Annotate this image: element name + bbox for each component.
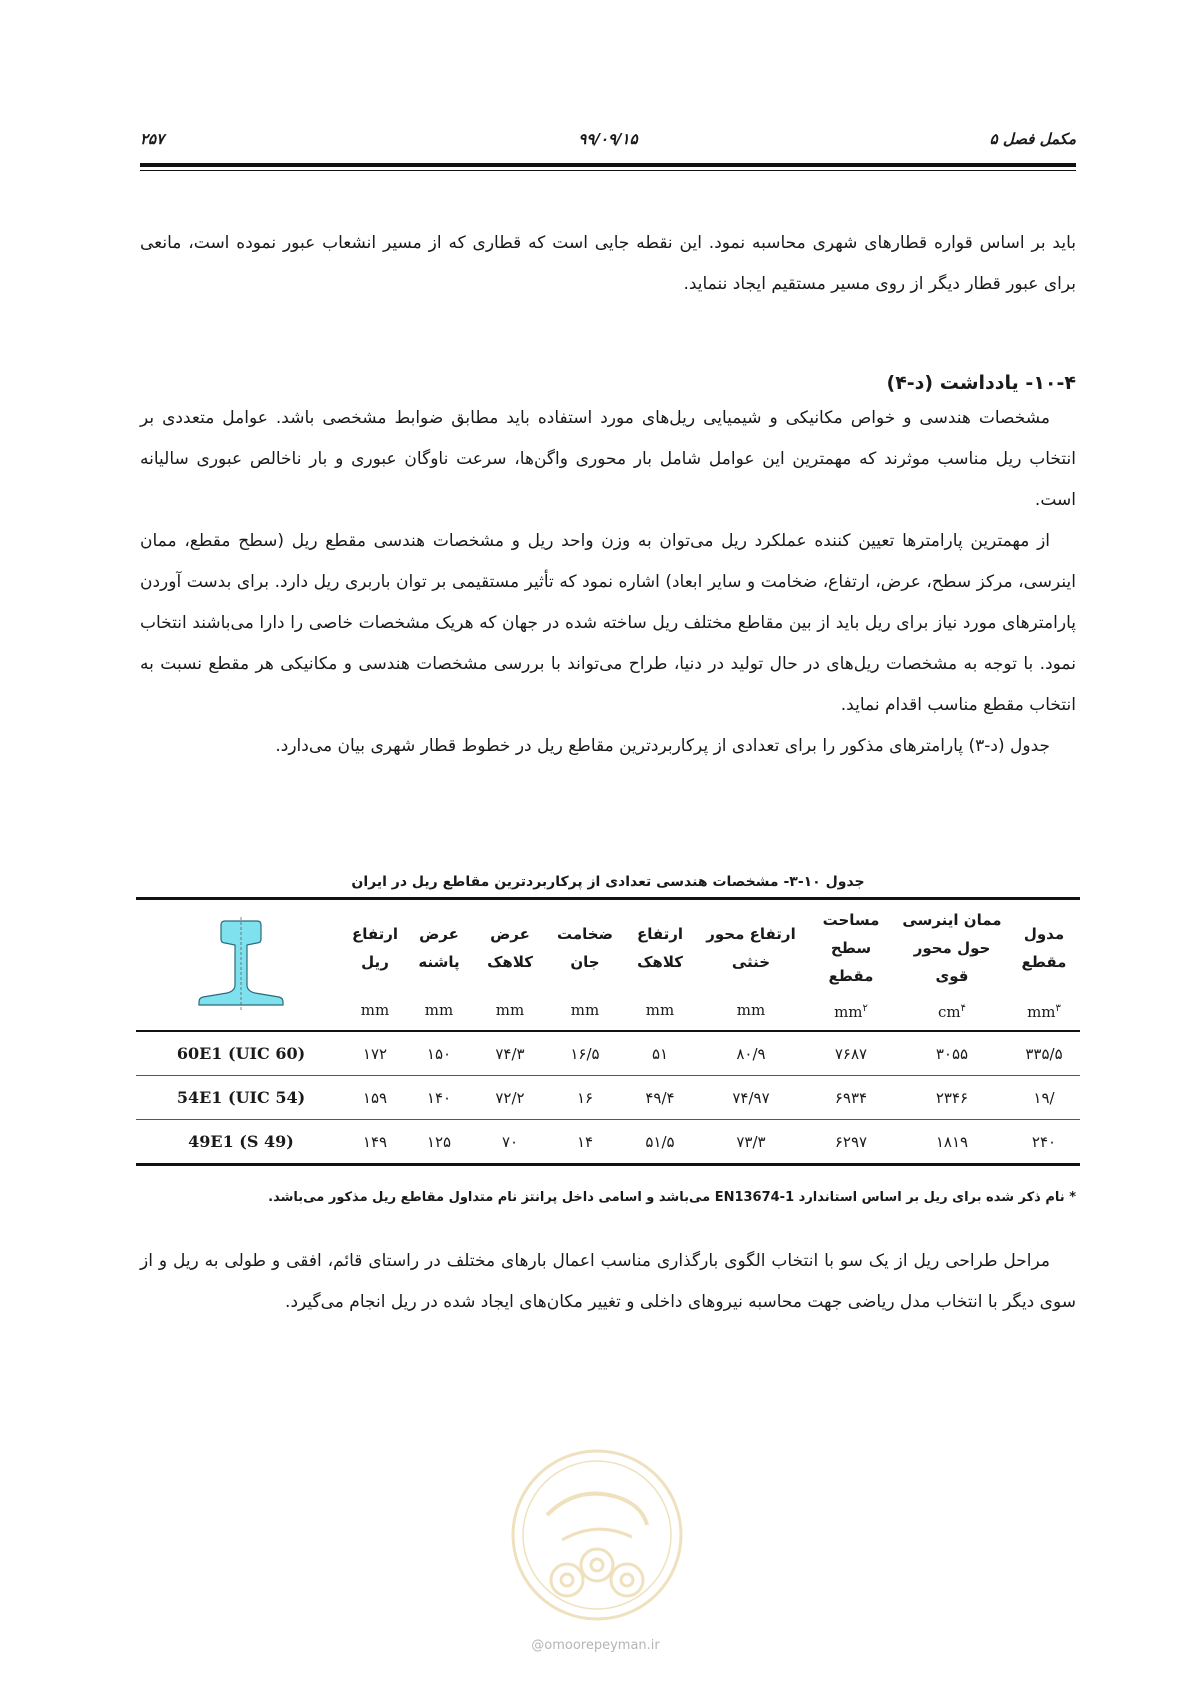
table-cell: ۴۹/۴ [624, 1076, 696, 1120]
rail-name: 54E1 (UIC 54) [136, 1076, 346, 1120]
paragraph-2-text: مشخصات هندسی و خواص مکانیکی و شیمیایی ریل‌های مورد استفاده باید مطابق ضوابط مشخصی باشد. عوامل متعددی بر انتخاب ریل مناسب موثرند که مهمترین این عوامل شامل بار محوری واگن‌ها، سرعت ناوگان عبوری و بار ناخالص عبوری سالیانه است. [140, 408, 1076, 510]
paragraph-5 [140, 1241, 1076, 1323]
paragraph-1 [140, 223, 1076, 305]
header-rule-thick [140, 163, 1076, 167]
table-cell: ۱۵۹ [346, 1076, 404, 1120]
table-cell: ۳۳۵/۵ [1008, 1031, 1080, 1076]
table-cell: ۷۶۸۷ [806, 1031, 896, 1076]
table-footnote: * نام ذکر شده برای ریل بر اساس استاندارد EN13674-1 می‌باشد و اسامی داخل پرانتز نام متداول مقاطع ریل مذکور می‌باشد. [268, 1190, 1076, 1205]
col-header: عرض پاشنه [404, 899, 474, 991]
section-heading: ۱۰-۴- یادداشت (د-۴) [886, 372, 1076, 394]
table-row [136, 1076, 1080, 1120]
rail-profile-icon [181, 915, 301, 1013]
unit-cell: $cm^۴$ [896, 990, 1008, 1031]
table-cell: ۱۴۹ [346, 1120, 404, 1165]
watermark-site: @omoorepeyman.ir [531, 1638, 660, 1653]
rail-name: 49E1 (S 49) [136, 1120, 346, 1165]
table-cell: ۱۸۱۹ [896, 1120, 1008, 1165]
col-header: عرض کلاهک [474, 899, 546, 991]
unit-cell: mm [474, 990, 546, 1031]
table-cell: ۱۴ [546, 1120, 624, 1165]
table-cell: ۵۱/۵ [624, 1120, 696, 1165]
table-cell: ۱۵۰ [404, 1031, 474, 1076]
rail-profile-cell [136, 899, 346, 1032]
table-cell: ۲۴۰ [1008, 1120, 1080, 1165]
col-header: ضخامت جان [546, 899, 624, 991]
header-date: ۹۹/۰۹/۱۵ [578, 130, 638, 148]
unit-cell: $mm^۲$ [806, 990, 896, 1031]
table-cell: /۱۹ [1008, 1076, 1080, 1120]
paragraph-5-text: مراحل طراحی ریل از یک سو با انتخاب الگوی بارگذاری مناسب اعمال بارهای مختلف در راستای قائم، افقی و طولی به ریل و از سوی دیگر با انتخاب مدل ریاضی جهت محاسبه نیروهای داخلی و تغییر مکان‌های ایجاد شده در ریل انجام می‌گیرد. [140, 1251, 1076, 1312]
table-cell: ۸۰/۹ [696, 1031, 806, 1076]
paragraph-4-text: جدول (د-۳) پارامترهای مذکور را برای تعدادی از پرکاربردترین مقاطع ریل در خطوط قطار شهری بیان می‌دارد. [275, 736, 1050, 756]
table-cell: ۱۶/۵ [546, 1031, 624, 1076]
col-header: ممان اینرسی حول محور قوی [896, 899, 1008, 991]
watermark-seal-icon [507, 1445, 687, 1625]
table-cell: ۷۲/۲ [474, 1076, 546, 1120]
col-header: ارتفاع محور خنثی [696, 899, 806, 991]
col-header: مساحت سطح مقطع [806, 899, 896, 991]
table-caption: جدول ۱۰-۳- مشخصات هندسی تعدادی از پرکاربردترین مقاطع ریل در ایران [351, 874, 865, 890]
table-cell: ۱۶ [546, 1076, 624, 1120]
table-cell: ۱۴۰ [404, 1076, 474, 1120]
table-cell: ۷۰ [474, 1120, 546, 1165]
page-header [140, 130, 1076, 160]
unit-cell: mm [346, 990, 404, 1031]
table-cell: ۷۴/۳ [474, 1031, 546, 1076]
rail-name: 60E1 (UIC 60) [136, 1031, 346, 1076]
unit-cell: mm [624, 990, 696, 1031]
table-cell: ۳۰۵۵ [896, 1031, 1008, 1076]
unit-cell: mm [546, 990, 624, 1031]
table-cell: ۷۴/۹۷ [696, 1076, 806, 1120]
table-cell: ۶۲۹۷ [806, 1120, 896, 1165]
unit-cell: mm [404, 990, 474, 1031]
col-header: ارتفاع ریل [346, 899, 404, 991]
table-cell: ۲۳۴۶ [896, 1076, 1008, 1120]
paragraph-1-text: باید بر اساس قواره قطارهای شهری محاسبه نمود. این نقطه جایی است که قطاری که از مسیر انشعاب عبور نموده است، مانعی برای عبور قطار دیگر از روی مسیر مستقیم ایجاد ننماید. [140, 233, 1076, 294]
col-header: مدول مقطع [1008, 899, 1080, 991]
header-rule-thin [140, 170, 1076, 171]
paragraph-2 [140, 398, 1076, 767]
table-row [136, 1031, 1080, 1076]
table-header-row [136, 899, 1080, 991]
table-cell: ۷۳/۳ [696, 1120, 806, 1165]
page-number: ۲۵۷ [140, 130, 165, 148]
unit-cell: mm [696, 990, 806, 1031]
rail-table [136, 897, 1080, 1166]
paragraph-3-text: از مهمترین پارامترها تعیین کننده عملکرد ریل می‌توان به وزن واحد ریل و مشخصات هندسی مقطع ریل (سطح مقطع، ممان اینرسی، مرکز سطح، عرض، ارتفاع، ضخامت و سایر ابعاد) اشاره نمود که تأثیر مستقیمی بر توان باربری ریل دارد. برای بدست آوردن پارامترهای مورد نیاز برای ریل باید از بین مقاطع مختلف ریل ساخته شده در جهان که هریک مشخصات خاصی را دارا می‌باشند انتخاب نمود. با توجه به مشخصات ریل‌های در حال تولید در دنیا، طراح می‌تواند با بررسی مشخصات هندسی و مکانیکی هر مقطع نسبت به انتخاب مقطع مناسب اقدام نماید. [140, 531, 1076, 715]
unit-cell: $mm^۳$ [1008, 990, 1080, 1031]
chapter-title: مکمل فصل ۵ [989, 130, 1076, 148]
table-cell: ۵۱ [624, 1031, 696, 1076]
col-header: ارتفاع کلاهک [624, 899, 696, 991]
table-cell: ۱۲۵ [404, 1120, 474, 1165]
table-cell: ۱۷۲ [346, 1031, 404, 1076]
table-row [136, 1120, 1080, 1165]
table-cell: ۶۹۳۴ [806, 1076, 896, 1120]
